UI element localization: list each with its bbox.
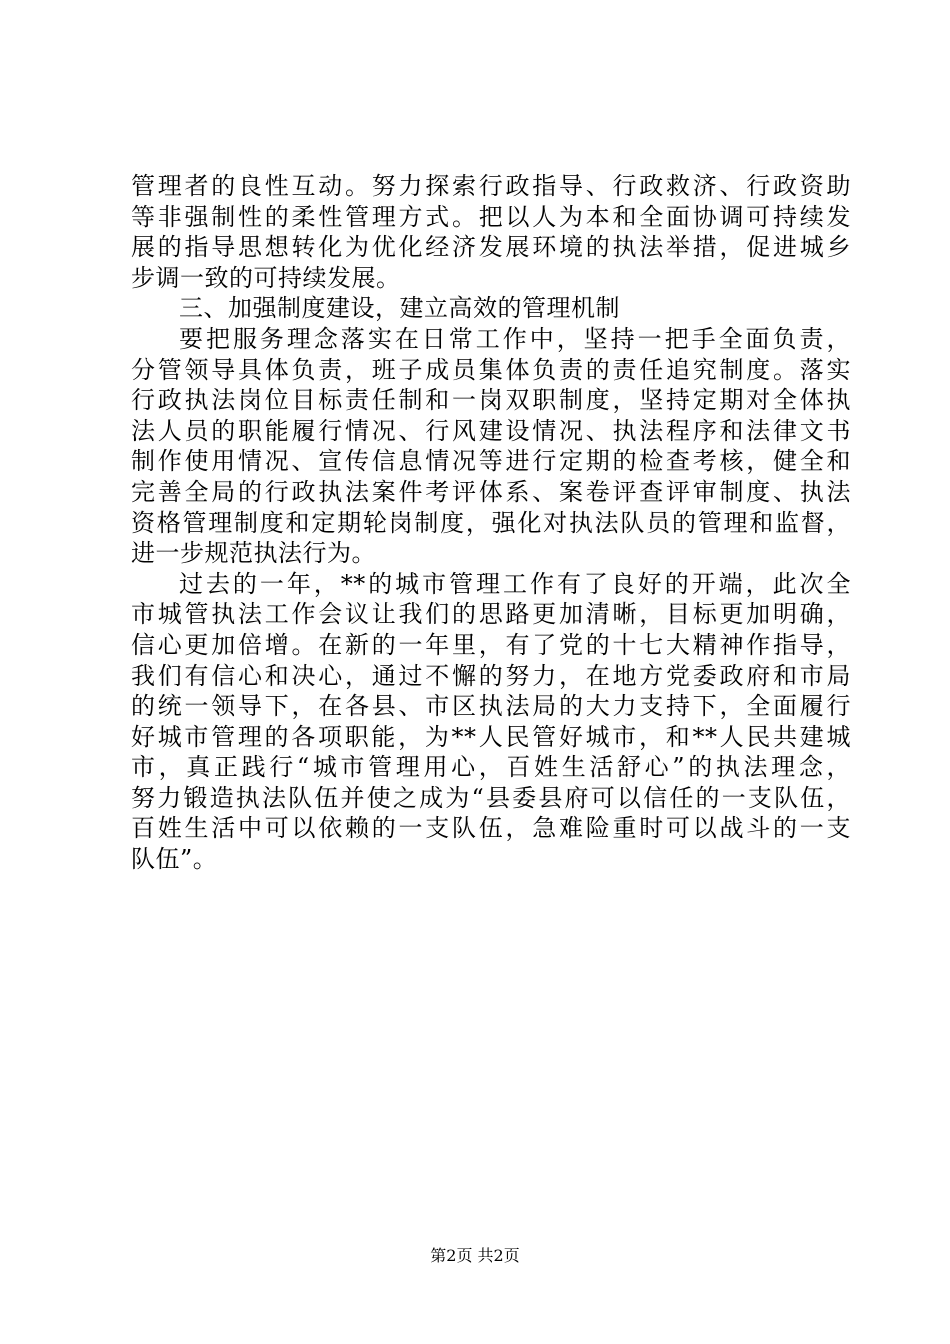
text-line: 的统一领导下，在各县、市区执法局的大力支持下，全面履行 — [131, 692, 851, 721]
text-line: 市，真正践行“城市管理用心，百姓生活舒心”的执法理念， — [131, 753, 851, 782]
text-line: 行政执法岗位目标责任制和一岗双职制度，坚持定期对全体执 — [131, 386, 851, 415]
text-line: 市城管执法工作会议让我们的思路更加清晰，目标更加明确， — [131, 600, 851, 629]
paragraph-continuation — [131, 171, 851, 293]
text-line: 进一步规范执法行为。 — [131, 539, 376, 568]
text-line: 管理者的良性互动。努力探索行政指导、行政救济、行政资助 — [131, 172, 851, 200]
text-line: 展的指导思想转化为优化经济发展环境的执法举措，促进城乡 — [131, 233, 851, 262]
text-line: 过去的一年，**的城市管理工作有了良好的开端，此次全 — [179, 569, 851, 598]
text-line: 分管领导具体负责，班子成员集体负责的责任追究制度。落实 — [131, 355, 851, 384]
text-line: 等非强制性的柔性管理方式。把以人为本和全面协调可持续发 — [131, 202, 851, 231]
text-line: 百姓生活中可以依赖的一支队伍，急难险重时可以战斗的一支 — [131, 814, 851, 843]
section-heading — [131, 293, 851, 324]
heading-line: 三、加强制度建设，建立高效的管理机制 — [179, 294, 620, 323]
paragraph-management-system — [131, 324, 851, 569]
text-line: 队伍”。 — [131, 845, 218, 874]
text-line: 步调一致的可持续发展。 — [131, 263, 401, 292]
text-line: 努力锻造执法队伍并使之成为“县委县府可以信任的一支队伍， — [131, 783, 851, 812]
text-line: 我们有信心和决心，通过不懈的努力，在地方党委政府和市局 — [131, 661, 851, 690]
text-line: 信心更加倍增。在新的一年里，有了党的十七大精神作指导， — [131, 630, 851, 659]
text-line: 制作使用情况、宣传信息情况等进行定期的检查考核，健全和 — [131, 447, 851, 476]
text-line: 要把服务理念落实在日常工作中，坚持一把手全面负责， — [179, 324, 851, 353]
text-line: 完善全局的行政执法案件考评体系、案卷评查评审制度、执法 — [131, 477, 851, 506]
text-line: 资格管理制度和定期轮岗制度，强化对执法队员的管理和监督， — [131, 508, 851, 537]
paragraph-conclusion — [131, 569, 851, 875]
text-line: 法人员的职能履行情况、行风建设情况、执法程序和法律文书 — [131, 416, 851, 445]
text-line: 好城市管理的各项职能，为**人民管好城市，和**人民共建城 — [131, 722, 851, 751]
document-body — [131, 171, 851, 875]
page-number-footer: 第2页 共2页 — [430, 1246, 520, 1265]
